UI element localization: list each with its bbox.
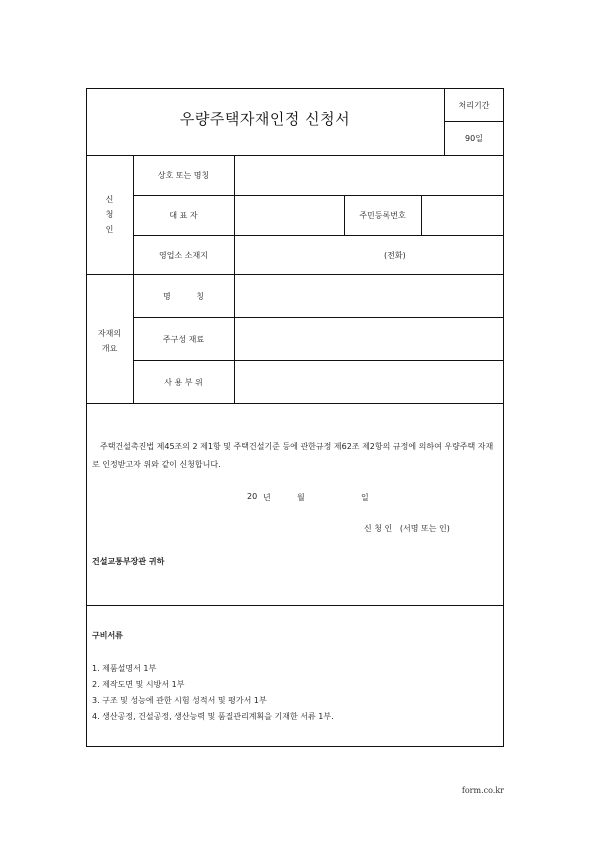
material-section-label: 자재의 개요 xyxy=(97,329,122,353)
form-border xyxy=(86,88,504,747)
main-material-label: 주구성 재료 xyxy=(162,335,205,344)
divider xyxy=(86,605,504,606)
divider xyxy=(133,235,504,236)
representative-label: 대 표 자 xyxy=(169,211,198,220)
divider xyxy=(86,274,504,275)
office-address-label: 영업소 소재지 xyxy=(159,251,208,260)
divider xyxy=(234,155,235,403)
resident-number-label: 주민등록번호 xyxy=(359,211,406,220)
applicant-signature[interactable]: 신 청 인 (서명 또는 인) xyxy=(364,524,450,533)
application-statement: 주택건설촉진법 제45조의 2 제1항 및 주택건설기준 등에 관한규정 제62조 제2항의 규정에 의하여 우량주택 자재로 인정받고자 위와 같이 신청합니다. xyxy=(92,442,494,469)
divider xyxy=(133,360,504,361)
divider xyxy=(133,317,504,318)
list-item: 1. 제품설명서 1부 xyxy=(92,664,157,673)
divider xyxy=(86,403,504,404)
divider xyxy=(133,155,134,403)
usage-part-label: 사 용 부 위 xyxy=(164,378,203,387)
divider xyxy=(133,195,504,196)
divider xyxy=(444,121,504,122)
list-item: 3. 구조 및 성능에 관한 시험 성적서 및 평가서 1부 xyxy=(92,696,267,705)
office-phone-text[interactable]: (전화) xyxy=(384,251,406,260)
list-item: 4. 생산공정, 건설공정, 생산능력 및 품질관리계획을 기재한 서류 1부. xyxy=(92,712,334,721)
form-title: 우량주택자재인정 신청서 xyxy=(179,110,351,128)
recipient: 건설교통부장관 귀하 xyxy=(92,557,165,566)
date-year-unit: 년 xyxy=(263,493,271,502)
company-name-label: 상호 또는 명칭 xyxy=(157,171,210,180)
date-month-unit: 월 xyxy=(297,493,305,502)
source-footer: form.co.kr xyxy=(461,786,504,795)
documents-heading: 구비서류 xyxy=(92,631,123,640)
divider xyxy=(86,155,504,156)
processing-period-value: 90일 xyxy=(465,134,483,143)
date-year[interactable]: 20 xyxy=(247,492,258,501)
applicant-section-label: 신 청 인 xyxy=(105,195,114,234)
divider xyxy=(421,195,422,235)
processing-period-label: 처리기간 xyxy=(458,101,490,110)
list-item: 2. 제작도면 및 시방서 1부 xyxy=(92,680,185,689)
material-name-label: 명 칭 xyxy=(163,292,204,301)
date-day-unit: 일 xyxy=(361,493,369,502)
